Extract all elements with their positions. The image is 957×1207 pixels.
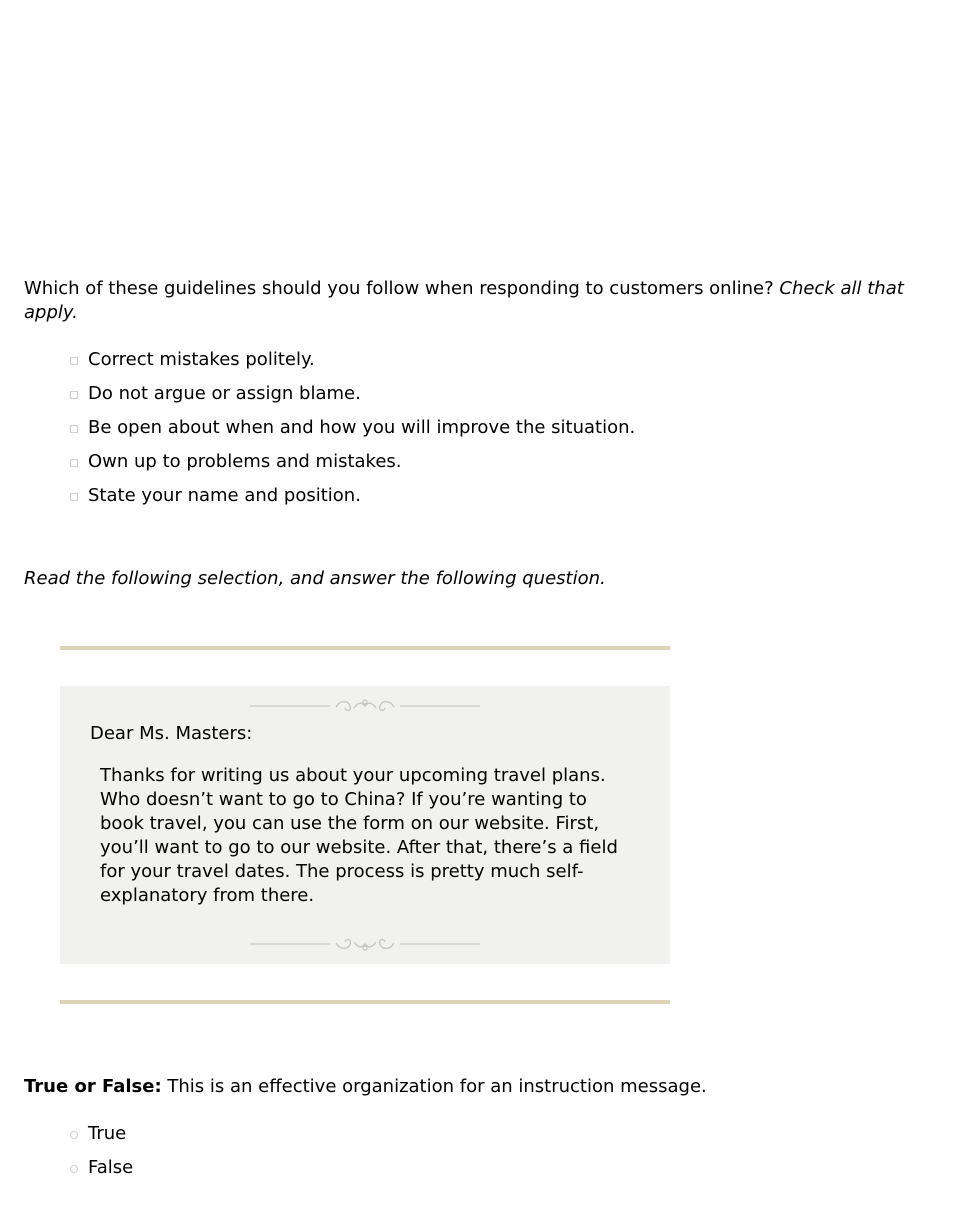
option-label: False	[88, 1157, 134, 1178]
option-true[interactable]	[68, 1122, 133, 1156]
option-correct-mistakes[interactable]	[68, 348, 635, 382]
option-false[interactable]	[68, 1156, 133, 1190]
question-1-prompt	[24, 277, 929, 325]
top-divider	[60, 646, 670, 650]
option-label: Do not argue or assign blame.	[88, 383, 361, 404]
question-2-options	[68, 1122, 133, 1190]
option-label: Own up to problems and mistakes.	[88, 451, 402, 472]
option-label: Be open about when and how you will improve the situation.	[88, 417, 636, 438]
letter-body: Thanks for writing us about your upcoming travel plans. Who doesn’t want to go to China? If you’re wanting to book travel, you can use the form on our website. First, you’ll want to go to our website. After that, there’s a field for your travel dates. The process is pretty much self-explanatory from there.	[100, 765, 618, 906]
reading-instruction: Read the following selection, and answer the following question.	[24, 568, 606, 589]
bottom-divider	[60, 1000, 670, 1004]
option-label: State your name and position.	[88, 485, 361, 506]
option-state-name[interactable]	[68, 484, 635, 518]
radio-button[interactable]	[70, 1165, 78, 1173]
option-be-open[interactable]	[68, 416, 635, 450]
question-2-prompt	[24, 1075, 707, 1099]
question-2-text: This is an effective organization for an instruction message.	[167, 1076, 707, 1097]
letter-salutation: Dear Ms. Masters:	[90, 723, 253, 744]
option-do-not-argue[interactable]	[68, 382, 635, 416]
radio-button[interactable]	[70, 1131, 78, 1139]
option-own-up[interactable]	[68, 450, 635, 484]
question-1-emphasis: Check all that apply.	[24, 278, 904, 323]
checkbox[interactable]	[70, 391, 78, 399]
question-2-label: True or False:	[24, 1076, 162, 1097]
letter-excerpt	[60, 686, 670, 964]
flourish-top-icon	[250, 698, 480, 714]
checkbox[interactable]	[70, 357, 78, 365]
checkbox[interactable]	[70, 459, 78, 467]
question-1-text: Which of these guidelines should you follow when responding to customers online?	[24, 278, 774, 299]
checkbox[interactable]	[70, 425, 78, 433]
question-1-options	[68, 348, 635, 518]
checkbox[interactable]	[70, 493, 78, 501]
flourish-bottom-icon	[250, 936, 480, 952]
option-label: Correct mistakes politely.	[88, 349, 315, 370]
option-label: True	[88, 1123, 127, 1144]
